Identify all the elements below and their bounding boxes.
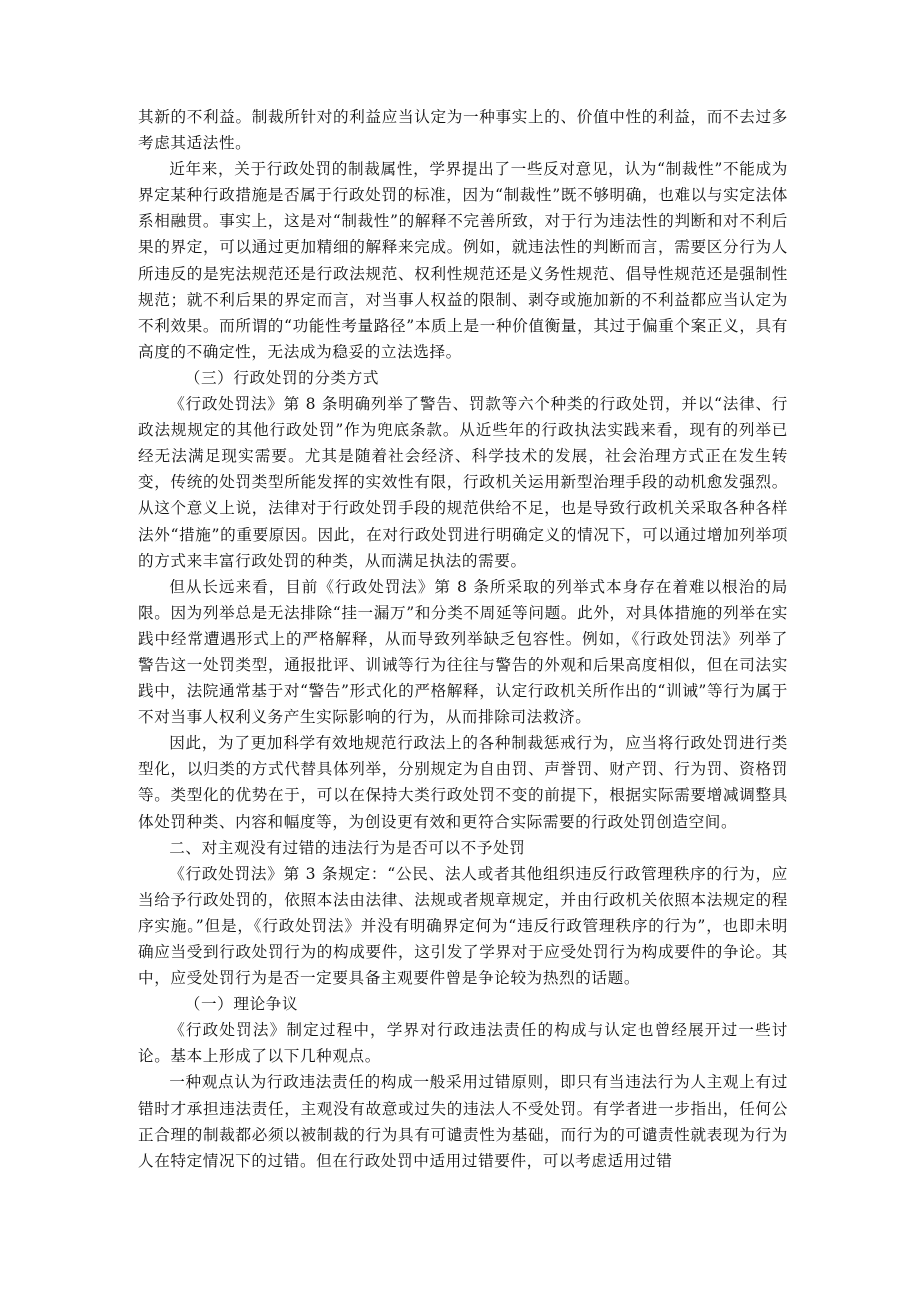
paragraph: 《行政处罚法》制定过程中，学界对行政违法责任的构成与认定也曾经展开过一些讨论。基本上形成了以下几种观点。 [138,1021,788,1066]
paragraph: 《行政处罚法》第 3 条规定：“公民、法人或者其他组织违反行政管理秩序的行为，应当给予行政处罚的，依照本法由法律、法规或者规章规定，并由行政机关依照本法规定的程序实施。”但是，《行政处罚法》并没有明确界定何为“违反行政管理秩序的行为”，也即未明确应当受到行政处罚行为的构成要件，这引发了学界对于应受处罚行为构成要件的争论。其中，应受处罚行为是否一定要具备主观要件曾是争论较为热烈的话题。 [138,864,788,988]
paragraph: 因此，为了更加科学有效地规范行政法上的各种制裁惩戒行为，应当将行政处罚进行类型化，以归类的方式代替具体列举，分别规定为自由罚、声誉罚、财产罚、行为罚、资格罚等。类型化的优势在于，可以在保持大类行政处罚不变的前提下，根据实际需要增减调整具体处罚种类、内容和幅度等，为创设更有效和更符合实际需要的行政处罚创造空间。 [138,734,788,831]
document-page [138,104,788,1174]
paragraph: 其新的不利益。制裁所针对的利益应当认定为一种事实上的、价值中性的利益，而不去过多考虑其适法性。 [138,108,788,153]
section-subheading: （一）理论争议 [184,995,299,1014]
paragraph: 一种观点认为行政违法责任的构成一般采用过错原则，即只有当违法行为人主观上有过错时才承担违法责任，主观没有故意或过失的违法人不受处罚。有学者进一步指出，任何公正合理的制裁都必须以被制裁的行为具有可谴责性为基础，而行为的可谴责性就表现为行为人在特定情况下的过错。但在行政处罚中适用过错要件，可以考虑适用过错 [138,1073,788,1170]
paragraph: 近年来，关于行政处罚的制裁属性，学界提出了一些反对意见，认为“制裁性”不能成为界定某种行政措施是否属于行政处罚的标准，因为“制裁性”既不够明确，也难以与实定法体系相融贯。事实上，这是对“制裁性”的解释不完善所致，对于行为违法性的判断和对不利后果的界定，可以通过更加精细的解释来完成。例如，就违法性的判断而言，需要区分行为人所违反的是宪法规范还是行政法规范、权利性规范还是义务性规范、倡导性规范还是强制性规范；就不利后果的界定而言，对当事人权益的限制、剥夺或施加新的不利益都应当认定为不利效果。而所谓的“功能性考量路径”本质上是一种价值衡量，其过于偏重个案正义，具有高度的不确定性，无法成为稳妥的立法选择。 [138,160,788,361]
section-heading: 二、对主观没有过错的违法行为是否可以不予处罚 [169,838,526,857]
paragraph: 《行政处罚法》第 8 条明确列举了警告、罚款等六个种类的行政处罚，并以“法律、行政法规规定的其他行政处罚”作为兜底条款。从近些年的行政执法实践来看，现有的列举已经无法满足现实需要。尤其是随着社会经济、科学技术的发展，社会治理方式正在发生转变，传统的处罚类型所能发挥的实效性有限，行政机关运用新型治理手段的动机愈发强烈。从这个意义上说，法律对于行政处罚手段的规范供给不足，也是导致行政机关采取各种各样法外“措施”的重要原因。因此，在对行政处罚进行明确定义的情况下，可以通过增加列举项的方式来丰富行政处罚的种类，从而满足执法的需要。 [138,395,788,570]
paragraph: 但从长远来看，目前《行政处罚法》第 8 条所采取的列举式本身存在着难以根治的局限。因为列举总是无法排除“挂一漏万”和分类不周延等问题。此外，对具体措施的列举在实践中经常遭遇形式上的严格解释，从而导致列举缺乏包容性。例如，《行政处罚法》列举了警告这一处罚类型，通报批评、训诫等行为往往与警告的外观和后果高度相似，但在司法实践中，法院通常基于对“警告”形式化的严格解释，认定行政机关所作出的“训诫”等行为属于不对当事人权利义务产生实际影响的行为，从而排除司法救济。 [138,577,788,727]
section-subheading: （三）行政处罚的分类方式 [184,368,380,387]
